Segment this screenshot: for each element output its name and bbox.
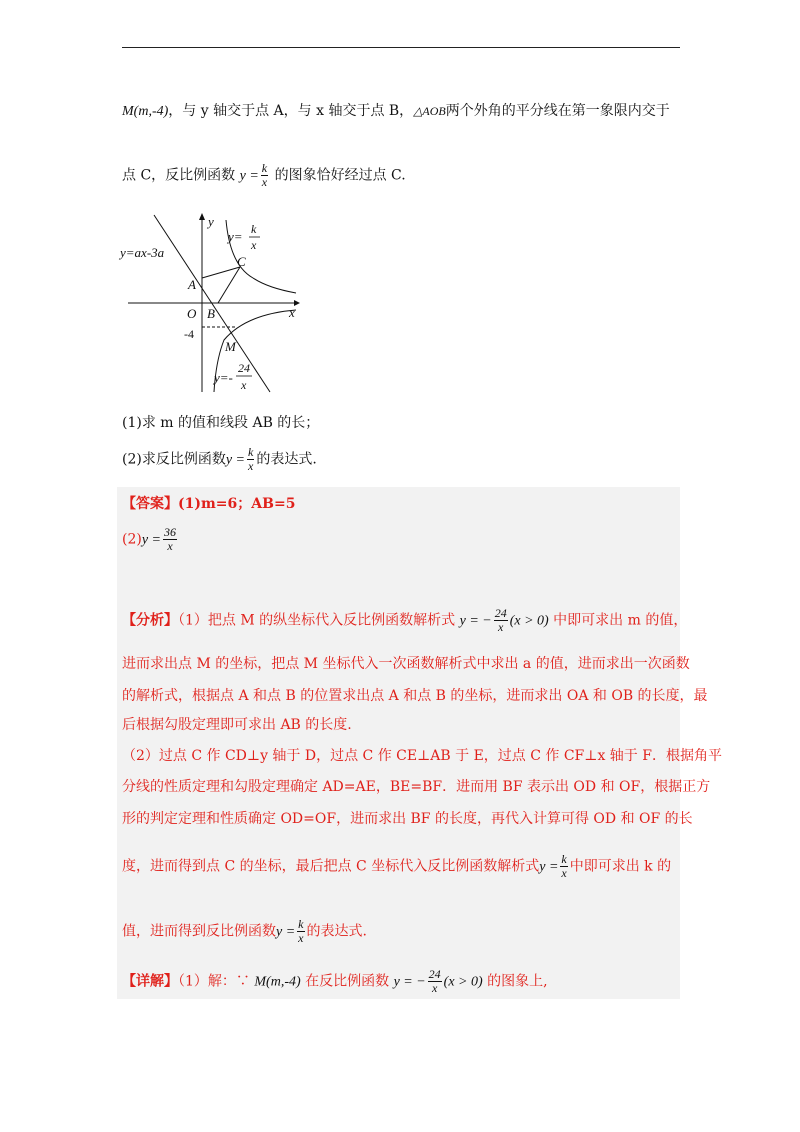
detail-cond: (x > 0) xyxy=(443,974,483,990)
detail-m: M xyxy=(254,974,267,990)
analysis-fraction-2 xyxy=(560,853,567,880)
y-axis-arrow xyxy=(199,213,205,220)
problem-text-b: 两个外角的平分线在第一象限内交于 xyxy=(445,103,670,119)
analysis-y-eq-2: y = xyxy=(539,859,559,875)
answer-part-1: (1)m=6；AB=5 xyxy=(178,496,296,512)
q2-text-b: 的表达式. xyxy=(256,451,317,468)
answer-label: 【答案】 xyxy=(122,496,178,512)
point-c-label: C xyxy=(237,254,246,269)
frac-num: k xyxy=(298,917,304,931)
analysis-line-7: 形的判定定理和性质确定 OD=OF，进而求出 BF 的长度，再代入计算可得 OD 和 OF 的长 xyxy=(122,811,693,827)
frac-den: x xyxy=(261,175,268,189)
detail-fraction xyxy=(428,968,442,995)
frac-num: k xyxy=(561,852,567,866)
fraction-k-over-x xyxy=(261,162,268,189)
analysis-label: 【分析】 xyxy=(122,612,178,629)
detail-line-1 xyxy=(122,968,548,995)
analysis-p8-a: 度，进而得到点 C 的坐标，最后把点 C 坐标代入反比例函数解析式 xyxy=(122,858,540,875)
axis-y-label: y xyxy=(208,214,214,229)
hyper-top-num: k xyxy=(251,222,257,236)
detail-m-coords: (m,-4) xyxy=(266,974,301,990)
analysis-p8-b: 中即可求出 k 的 xyxy=(569,858,672,875)
answer-fraction xyxy=(163,526,177,553)
problem-text-d: 的图象恰好经过点 C. xyxy=(274,167,406,184)
triangle-aob: △AOB xyxy=(413,104,446,118)
answer-line-1 xyxy=(122,493,295,513)
problem-text-c: 点 C，反比例函数 xyxy=(122,167,236,184)
analysis-p1-b: 中即可求出 m 的值， xyxy=(553,612,688,629)
point-m-coords: (m,-4) xyxy=(133,104,169,119)
answer-part-2-prefix: (2) xyxy=(122,531,142,548)
x-axis-arrow xyxy=(294,300,300,306)
point-a-label: A xyxy=(188,277,196,292)
hyper-bot-den: x xyxy=(241,378,247,392)
point-o-label: O xyxy=(187,306,197,321)
frac-num: 36 xyxy=(164,525,177,539)
hyper-bot-num: 24 xyxy=(238,361,250,375)
frac-num: 24 xyxy=(428,967,441,981)
detail-y-eq: y = − xyxy=(393,974,426,990)
answer-y-eq: y = xyxy=(141,532,162,548)
q2-fraction xyxy=(247,446,254,473)
point-b-label: B xyxy=(207,306,215,321)
y-eq: y = xyxy=(239,168,259,184)
frac-den: x xyxy=(561,866,567,880)
analysis-y-eq-3: y = xyxy=(276,924,296,940)
detail-label: 【详解】 xyxy=(122,973,178,990)
analysis-line-2: 进而求出点 M 的坐标，把点 M 坐标代入一次函数解析式中求出 a 的值，进而求出一次函数 xyxy=(122,656,690,672)
hyper-top-y: y= xyxy=(228,229,243,244)
analysis-y-eq: y = − xyxy=(459,613,492,629)
problem-line-2 xyxy=(122,162,406,189)
axis-x-label: x xyxy=(289,305,295,320)
y-eq-2: y = xyxy=(225,452,246,468)
frac-den: x xyxy=(498,620,504,634)
point-m-label: M xyxy=(122,104,134,119)
frac-num: k xyxy=(261,161,268,175)
detail-text-b: 在反比例函数 xyxy=(305,973,390,990)
hyper-bot-y: y=- xyxy=(214,370,233,385)
problem-text-a: ，与 y 轴交于点 A，与 x 轴交于点 B， xyxy=(168,103,414,119)
detail-text-a: （1）解：∵ xyxy=(178,973,250,990)
frac-den: x xyxy=(432,981,438,995)
detail-text-c: 的图象上, xyxy=(487,973,548,990)
tick-neg4-label: -4 xyxy=(184,327,194,341)
analysis-line-1 xyxy=(122,607,687,634)
frac-num: 24 xyxy=(494,606,507,620)
problem-line-1 xyxy=(122,100,670,120)
question-1: (1)求 m 的值和线段 AB 的长； xyxy=(122,415,320,431)
frac-den: x xyxy=(167,539,173,553)
analysis-line-5: （2）过点 C 作 CD⊥y 轴于 D，过点 C 作 CE⊥AB 于 E，过点 C 作 CF⊥x 轴于 F．根据角平 xyxy=(122,748,722,764)
analysis-fraction xyxy=(494,607,508,634)
analysis-line-8 xyxy=(122,853,671,880)
analysis-fraction-3 xyxy=(297,918,304,945)
analysis-p9-a: 值，进而得到反比例函数 xyxy=(122,923,276,940)
analysis-line-6: 分线的性质定理和勾股定理确定 AD=AE，BE=BF．进而用 BF 表示出 OD 和 OF，根据正方 xyxy=(122,779,711,795)
hyper-top-den: x xyxy=(251,238,257,252)
point-m-fig-label: M xyxy=(225,339,236,354)
frac-den: x xyxy=(298,931,304,945)
analysis-line-9 xyxy=(122,918,367,945)
frac-num: k xyxy=(248,445,254,459)
answer-line-2 xyxy=(122,526,179,553)
q2-text-a: (2)求反比例函数 xyxy=(122,451,226,468)
analysis-line-4: 后根据勾股定理即可求出 AB 的长度. xyxy=(122,717,352,733)
analysis-p9-b: 的表达式. xyxy=(306,923,367,940)
frac-den: x xyxy=(248,459,254,473)
analysis-cond: (x > 0) xyxy=(509,613,549,629)
header-rule xyxy=(122,47,680,48)
question-2 xyxy=(122,446,317,473)
coordinate-figure xyxy=(118,210,318,400)
analysis-line-3: 的解析式，根据点 A 和点 B 的位置求出点 A 和点 B 的坐标，进而求出 OA 和 OB 的长度，最 xyxy=(122,688,708,704)
line-label: y=ax-3a xyxy=(120,245,165,260)
analysis-p1-a: （1）把点 M 的纵坐标代入反比例函数解析式 xyxy=(178,612,456,629)
